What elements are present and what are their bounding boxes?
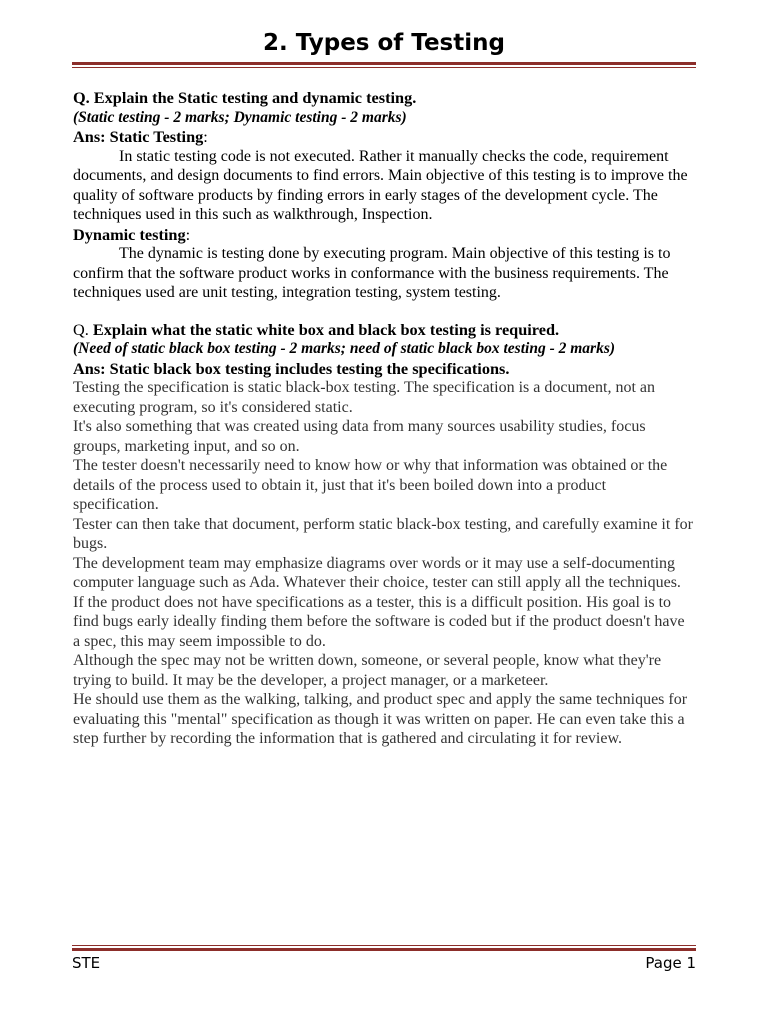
footer-left: STE: [72, 954, 101, 972]
dynamic-testing-colon: :: [185, 224, 191, 244]
question-2-prefix: Q.: [73, 319, 89, 339]
question-1-marks: (Static testing - 2 marks; Dynamic testing - 2 marks): [73, 108, 407, 126]
page-title: 2. Types of Testing: [263, 30, 505, 56]
question-1: Q. Explain the Static testing and dynamic testing.: [73, 88, 417, 107]
question-2: [73, 320, 695, 340]
footer-rule: [72, 945, 696, 951]
answer-2-paragraph: Tester can then take that document, perform static black-box testing, and carefully examine it for bugs.: [73, 515, 693, 552]
dynamic-testing-heading: [73, 225, 695, 245]
answer-2-paragraph: The development team may emphasize diagrams over words or it may use a self-documenting computer language such as Ada. Whatever their choice, tester can still apply all the techniques.: [73, 554, 681, 591]
answer-2-paragraph: If the product does not have specifications as a tester, this is a difficult position. His goal is to find bugs early ideally finding them before the software is coded but if the product doesn't have a spec, this may seem impossible to do.: [73, 593, 685, 650]
answer-1-colon: :: [203, 127, 208, 146]
question-2-text: Explain what the static white box and black box testing is required.: [92, 319, 560, 339]
document-body: [73, 88, 695, 749]
answer-2-paragraph: Testing the specification is static black-box testing. The specification is a document, not an executing program, so it's considered static.: [73, 379, 655, 416]
answer-1-heading: [73, 127, 695, 147]
answer-1-label: Ans: Static Testing: [73, 127, 204, 146]
static-testing-paragraph: In static testing code is not executed. Rather it manually checks the code, requirement documents, and design documents to find errors. Main objective of this testing is to improve the quality of software products by finding errors in early stages of the development cycle. The techniques used in this such as walkthrough, Inspection.: [73, 147, 688, 223]
question-2-marks: (Need of static black box testing - 2 marks; need of static black box testing - 2 marks): [73, 340, 616, 357]
answer-2-paragraph: Although the spec may not be written down, someone, or several people, know what they're trying to build. It may be the developer, a project manager, or a marketeer.: [73, 652, 662, 689]
header-rule: [72, 62, 696, 68]
answer-2-paragraph: He should use them as the walking, talking, and product spec and apply the same techniques for evaluating this "mental" specification as though it was written on paper. He can even take this a step further by recording the information that is gathered and circulating it for review.: [73, 691, 688, 747]
answer-2-heading: Ans: Static black box testing includes testing the specifications.: [73, 358, 510, 378]
answer-2-paragraph: The tester doesn't necessarily need to know how or why that information was obtained or the details of the process used to obtain it, just that it's been boiled down into a product specification.: [73, 457, 668, 513]
dynamic-testing-label: Dynamic testing: [73, 224, 186, 244]
answer-2-paragraph: It's also something that was created using data from many sources usability studies, focus groups, marketing input, and so on.: [73, 418, 646, 455]
dynamic-testing-paragraph: The dynamic is testing done by executing program. Main objective of this testing is to confirm that the software product works in conformance with the business requirements. The techniques used are unit testing, integration testing, system testing.: [73, 245, 671, 301]
page-number: Page 1: [645, 954, 696, 972]
